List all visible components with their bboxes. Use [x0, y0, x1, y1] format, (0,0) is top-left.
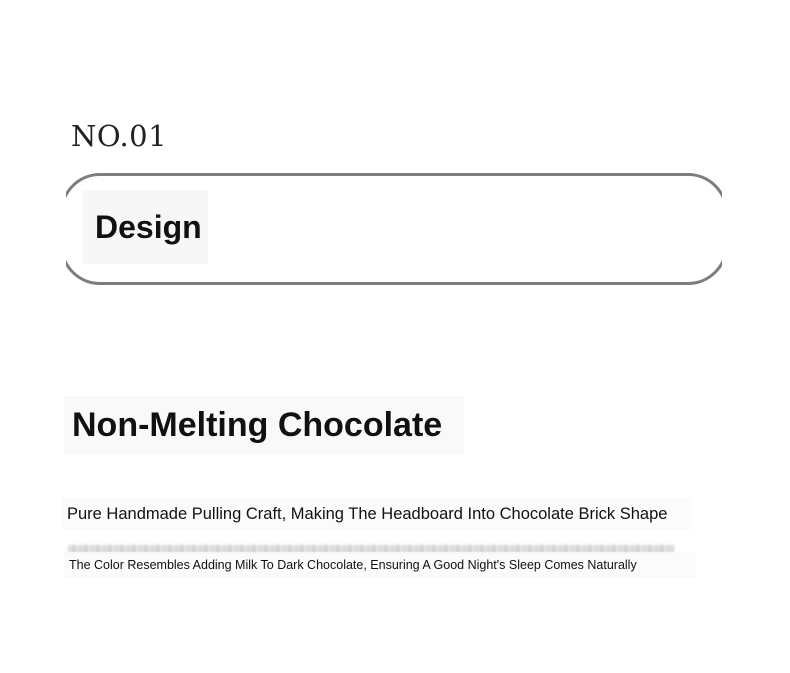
feature-headline-text: Non-Melting Chocolate	[72, 406, 443, 444]
feature-caption	[64, 552, 696, 578]
section-tag	[82, 190, 208, 264]
section-number: NO.01	[71, 119, 168, 153]
feature-subline-text: Pure Handmade Pulling Craft, Making The Headboard Into Chocolate Brick Shape	[67, 504, 668, 523]
feature-caption-text: The Color Resembles Adding Milk To Dark Chocolate, Ensuring A Good Night's Sleep Comes Naturally	[69, 557, 637, 572]
frame-gap-right	[722, 190, 730, 268]
frame-gap-left	[58, 190, 66, 268]
section-tag-label: Design	[95, 209, 202, 245]
feature-subline	[62, 498, 692, 530]
feature-headline	[64, 396, 464, 454]
